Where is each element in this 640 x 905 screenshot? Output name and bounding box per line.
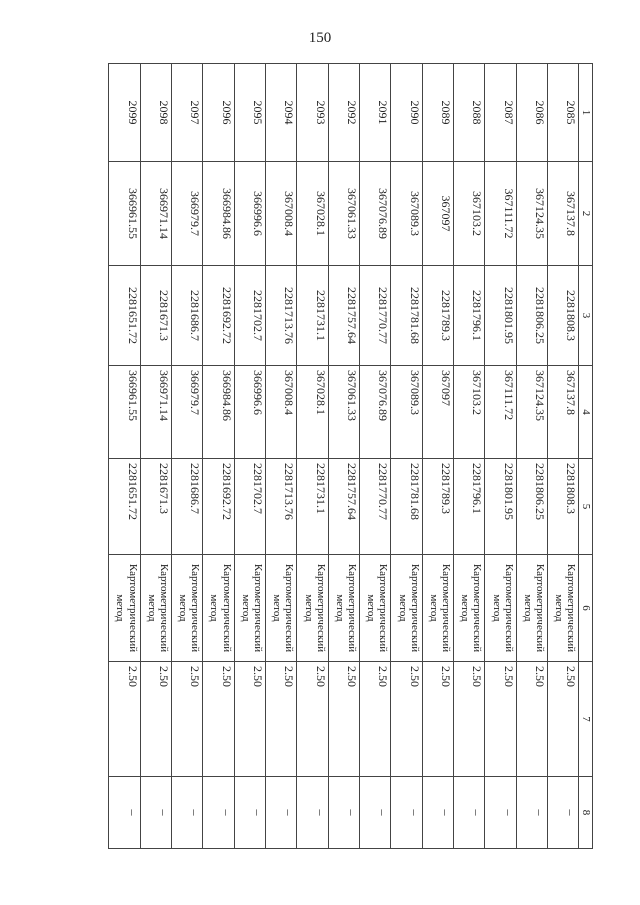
- x-coordinate-cell: 367103.2: [453, 366, 484, 459]
- table-row: [359, 64, 390, 849]
- note-cell: –: [453, 777, 484, 849]
- header-row: [579, 64, 593, 849]
- note-cell: –: [391, 777, 422, 849]
- note-cell: –: [359, 777, 390, 849]
- method-cell: Картометрический метод: [485, 555, 516, 662]
- x-coordinate-cell: 367124.35: [516, 162, 547, 266]
- y-coordinate-cell: 2281651.72: [109, 266, 141, 366]
- note-cell: –: [265, 777, 296, 849]
- y-coordinate-cell: 2281692.72: [203, 266, 234, 366]
- table-row: [548, 64, 579, 849]
- method-cell: Картометрический метод: [328, 555, 359, 662]
- note-cell: –: [485, 777, 516, 849]
- x-coordinate-cell: 367111.72: [485, 366, 516, 459]
- point-id-cell: 2097: [171, 64, 202, 162]
- y-coordinate-cell: 2281702.7: [234, 266, 265, 366]
- method-cell: Картометрический метод: [140, 555, 171, 662]
- x-coordinate-cell: 367097: [422, 162, 453, 266]
- accuracy-cell: 2.50: [516, 662, 547, 777]
- y-coordinate-cell: 2281757.64: [328, 459, 359, 555]
- method-cell: Картометрический метод: [109, 555, 141, 662]
- method-cell: Картометрический метод: [297, 555, 328, 662]
- note-cell: –: [203, 777, 234, 849]
- table-row: [516, 64, 547, 849]
- x-coordinate-cell: 367076.89: [359, 162, 390, 266]
- y-coordinate-cell: 2281770.77: [359, 266, 390, 366]
- x-coordinate-cell: 366996.6: [234, 366, 265, 459]
- method-cell: Картометрический метод: [422, 555, 453, 662]
- x-coordinate-cell: 367008.4: [265, 366, 296, 459]
- x-coordinate-cell: 367137.8: [548, 366, 579, 459]
- method-cell: Картометрический метод: [391, 555, 422, 662]
- y-coordinate-cell: 2281808.3: [548, 266, 579, 366]
- point-id-cell: 2095: [234, 64, 265, 162]
- table-row: [234, 64, 265, 849]
- accuracy-cell: 2.50: [453, 662, 484, 777]
- method-cell: Картометрический метод: [171, 555, 202, 662]
- method-cell: Картометрический метод: [548, 555, 579, 662]
- x-coordinate-cell: 367061.33: [328, 162, 359, 266]
- table-row: [453, 64, 484, 849]
- y-coordinate-cell: 2281651.72: [109, 459, 141, 555]
- x-coordinate-cell: 367137.8: [548, 162, 579, 266]
- note-cell: –: [328, 777, 359, 849]
- rotated-table-container: [108, 63, 593, 848]
- x-coordinate-cell: 366979.7: [171, 366, 202, 459]
- accuracy-cell: 2.50: [422, 662, 453, 777]
- accuracy-cell: 2.50: [359, 662, 390, 777]
- y-coordinate-cell: 2281801.95: [485, 459, 516, 555]
- x-coordinate-cell: 367008.4: [265, 162, 296, 266]
- point-id-cell: 2087: [485, 64, 516, 162]
- table-row: [328, 64, 359, 849]
- x-coordinate-cell: 366984.86: [203, 366, 234, 459]
- accuracy-cell: 2.50: [391, 662, 422, 777]
- x-coordinate-cell: 366961.55: [109, 162, 141, 266]
- y-coordinate-cell: 2281671.3: [140, 266, 171, 366]
- x-coordinate-cell: 367089.3: [391, 366, 422, 459]
- note-cell: –: [548, 777, 579, 849]
- header-cell: 6: [579, 555, 593, 662]
- x-coordinate-cell: 367028.1: [297, 162, 328, 266]
- table-row: [140, 64, 171, 849]
- y-coordinate-cell: 2281770.77: [359, 459, 390, 555]
- point-id-cell: 2096: [203, 64, 234, 162]
- note-cell: –: [171, 777, 202, 849]
- point-id-cell: 2099: [109, 64, 141, 162]
- accuracy-cell: 2.50: [109, 662, 141, 777]
- table-row: [422, 64, 453, 849]
- x-coordinate-cell: 367111.72: [485, 162, 516, 266]
- point-id-cell: 2092: [328, 64, 359, 162]
- page-number: 150: [308, 30, 332, 46]
- point-id-cell: 2091: [359, 64, 390, 162]
- table-row: [297, 64, 328, 849]
- accuracy-cell: 2.50: [171, 662, 202, 777]
- header-cell: 8: [579, 777, 593, 849]
- accuracy-cell: 2.50: [234, 662, 265, 777]
- table-body: [109, 64, 593, 849]
- note-cell: –: [297, 777, 328, 849]
- coordinates-table: [108, 63, 593, 849]
- y-coordinate-cell: 2281806.25: [516, 459, 547, 555]
- x-coordinate-cell: 366984.86: [203, 162, 234, 266]
- note-cell: –: [234, 777, 265, 849]
- method-cell: Картометрический метод: [453, 555, 484, 662]
- y-coordinate-cell: 2281731.1: [297, 266, 328, 366]
- table-row: [391, 64, 422, 849]
- method-cell: Картометрический метод: [203, 555, 234, 662]
- y-coordinate-cell: 2281731.1: [297, 459, 328, 555]
- y-coordinate-cell: 2281789.3: [422, 266, 453, 366]
- y-coordinate-cell: 2281713.76: [265, 266, 296, 366]
- accuracy-cell: 2.50: [203, 662, 234, 777]
- table-row: [203, 64, 234, 849]
- accuracy-cell: 2.50: [265, 662, 296, 777]
- y-coordinate-cell: 2281686.7: [171, 459, 202, 555]
- point-id-cell: 2094: [265, 64, 296, 162]
- table-row: [171, 64, 202, 849]
- method-cell: Картометрический метод: [234, 555, 265, 662]
- x-coordinate-cell: 366961.55: [109, 366, 141, 459]
- table-row: [485, 64, 516, 849]
- x-coordinate-cell: 366979.7: [171, 162, 202, 266]
- y-coordinate-cell: 2281808.3: [548, 459, 579, 555]
- y-coordinate-cell: 2281796.1: [453, 459, 484, 555]
- note-cell: –: [109, 777, 141, 849]
- header-cell: 7: [579, 662, 593, 777]
- header-cell: 1: [579, 64, 593, 162]
- point-id-cell: 2088: [453, 64, 484, 162]
- x-coordinate-cell: 367124.35: [516, 366, 547, 459]
- point-id-cell: 2098: [140, 64, 171, 162]
- accuracy-cell: 2.50: [297, 662, 328, 777]
- accuracy-cell: 2.50: [485, 662, 516, 777]
- note-cell: –: [516, 777, 547, 849]
- y-coordinate-cell: 2281713.76: [265, 459, 296, 555]
- x-coordinate-cell: 366996.6: [234, 162, 265, 266]
- accuracy-cell: 2.50: [548, 662, 579, 777]
- y-coordinate-cell: 2281789.3: [422, 459, 453, 555]
- point-id-cell: 2086: [516, 64, 547, 162]
- accuracy-cell: 2.50: [140, 662, 171, 777]
- x-coordinate-cell: 367028.1: [297, 366, 328, 459]
- header-cell: 5: [579, 459, 593, 555]
- note-cell: –: [140, 777, 171, 849]
- y-coordinate-cell: 2281702.7: [234, 459, 265, 555]
- point-id-cell: 2090: [391, 64, 422, 162]
- x-coordinate-cell: 367076.89: [359, 366, 390, 459]
- x-coordinate-cell: 367061.33: [328, 366, 359, 459]
- y-coordinate-cell: 2281806.25: [516, 266, 547, 366]
- method-cell: Картометрический метод: [516, 555, 547, 662]
- header-cell: 3: [579, 266, 593, 366]
- x-coordinate-cell: 367097: [422, 366, 453, 459]
- y-coordinate-cell: 2281801.95: [485, 266, 516, 366]
- x-coordinate-cell: 367089.3: [391, 162, 422, 266]
- y-coordinate-cell: 2281671.3: [140, 459, 171, 555]
- x-coordinate-cell: 366971.14: [140, 366, 171, 459]
- y-coordinate-cell: 2281796.1: [453, 266, 484, 366]
- note-cell: –: [422, 777, 453, 849]
- header-cell: 4: [579, 366, 593, 459]
- accuracy-cell: 2.50: [328, 662, 359, 777]
- method-cell: Картометрический метод: [265, 555, 296, 662]
- y-coordinate-cell: 2281692.72: [203, 459, 234, 555]
- x-coordinate-cell: 366971.14: [140, 162, 171, 266]
- y-coordinate-cell: 2281686.7: [171, 266, 202, 366]
- y-coordinate-cell: 2281757.64: [328, 266, 359, 366]
- point-id-cell: 2089: [422, 64, 453, 162]
- point-id-cell: 2093: [297, 64, 328, 162]
- y-coordinate-cell: 2281781.68: [391, 459, 422, 555]
- table-row: [265, 64, 296, 849]
- point-id-cell: 2085: [548, 64, 579, 162]
- x-coordinate-cell: 367103.2: [453, 162, 484, 266]
- method-cell: Картометрический метод: [359, 555, 390, 662]
- y-coordinate-cell: 2281781.68: [391, 266, 422, 366]
- table-row: [109, 64, 141, 849]
- header-cell: 2: [579, 162, 593, 266]
